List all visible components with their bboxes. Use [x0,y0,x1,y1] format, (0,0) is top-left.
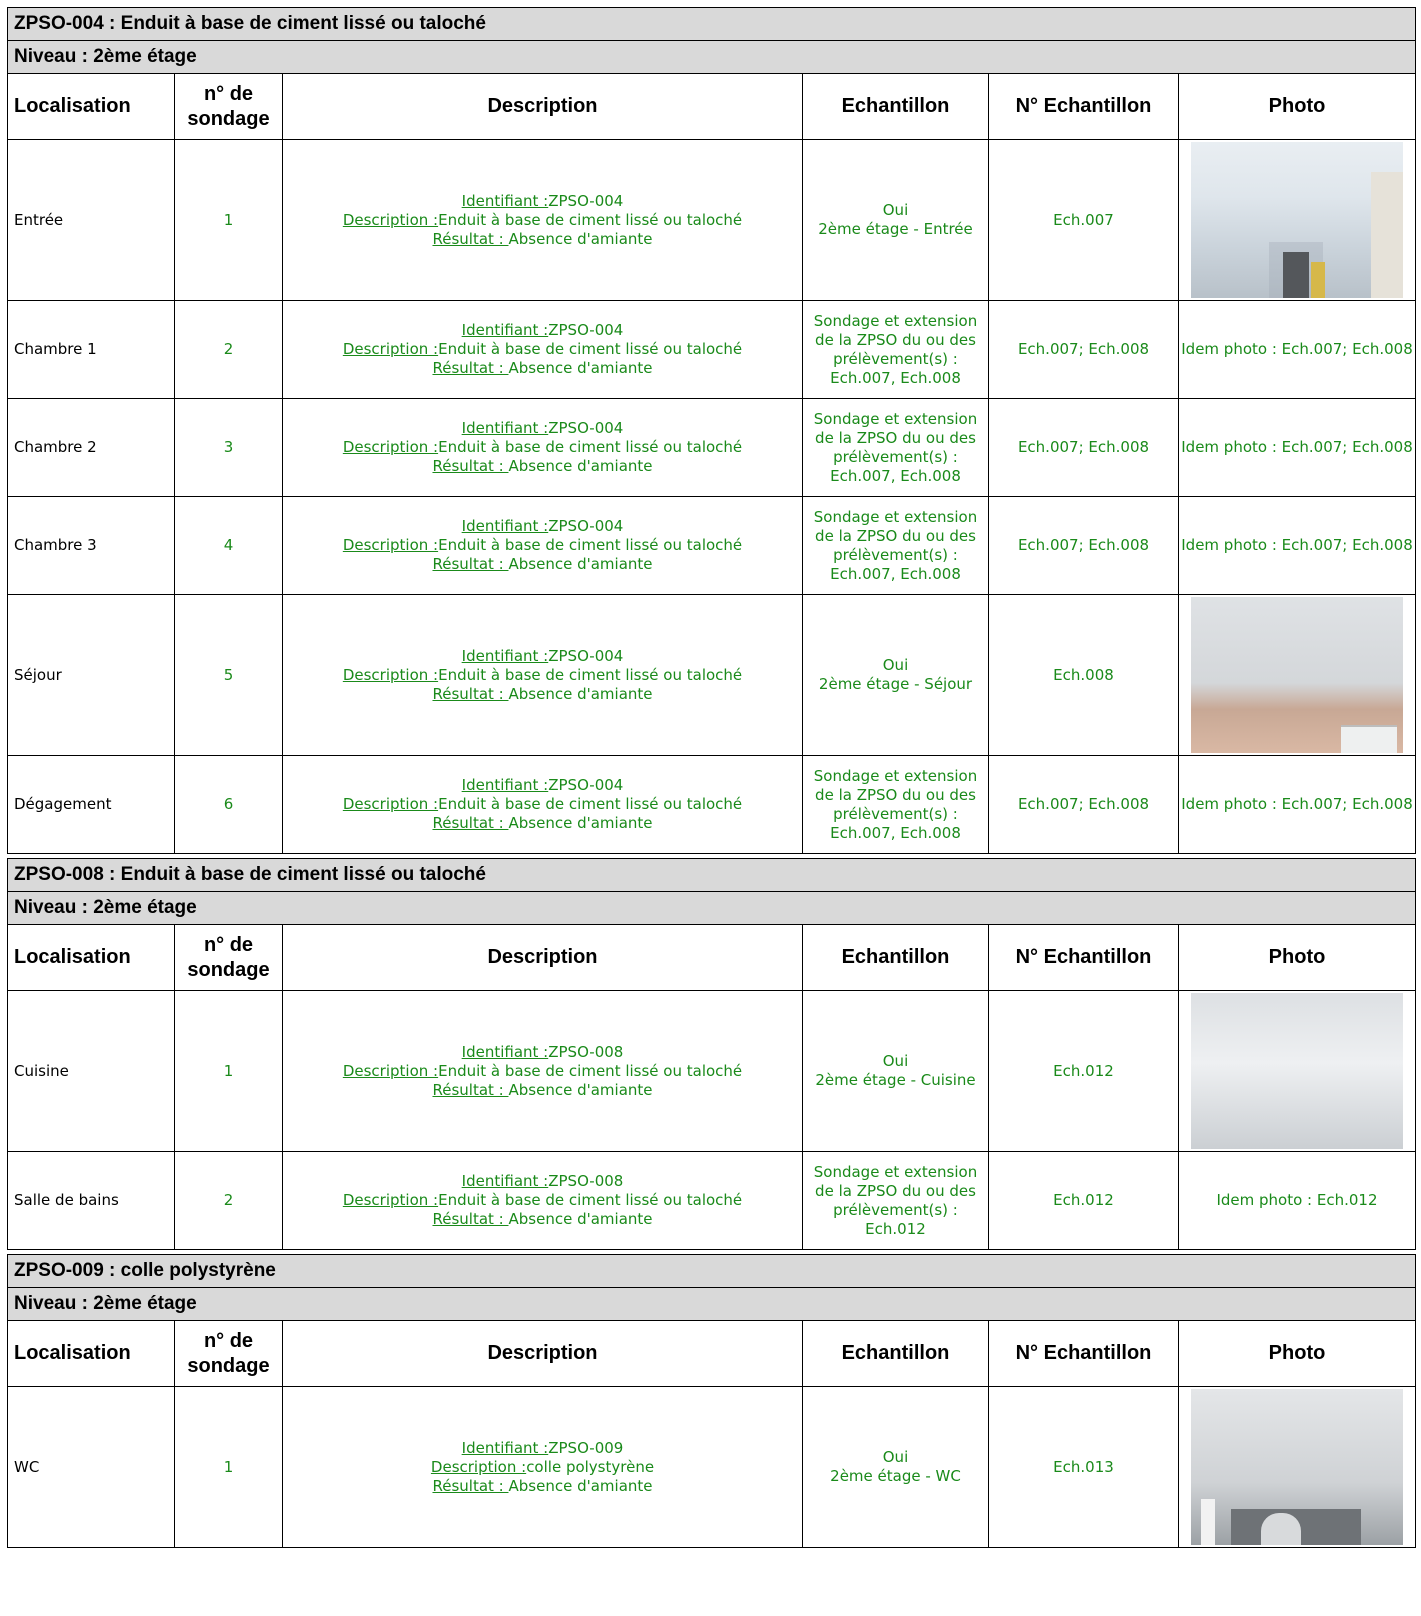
photo-reference-text: Idem photo : Ech.007; Ech.008 [1181,438,1413,456]
identifier-value: ZPSO-004 [548,776,624,794]
zone-table [7,1254,1416,1548]
identifier-value: ZPSO-004 [548,646,624,665]
description-value: Enduit à base de ciment lissé ou taloché [438,210,743,229]
result-label: Résultat : [432,1210,509,1228]
identifier-value: ZPSO-004 [548,321,624,339]
identifier-value: ZPSO-004 [548,419,624,437]
photo-cell [1179,399,1416,497]
column-header: Description [283,925,803,991]
zone-title: ZPSO-008 : Enduit à base de ciment lissé ou taloché [8,859,1416,892]
description-label: Description : [342,1061,439,1080]
column-header: Description [283,74,803,140]
photo-cell [1179,1152,1416,1250]
description-label: Description : [342,340,439,358]
location-cell: Entrée [8,140,175,301]
photo-reference-text: Idem photo : Ech.012 [1216,1191,1378,1209]
column-header: n° de sondage [175,925,283,991]
column-header: Localisation [8,1321,175,1387]
result-label: Résultat : [432,457,509,475]
photo-cell [1179,991,1416,1152]
photo-reference-text: Idem photo : Ech.007; Ech.008 [1181,536,1413,554]
location-cell: Chambre 1 [8,301,175,399]
description-label: Description : [342,210,439,229]
photo-cell [1179,595,1416,756]
result-value: Absence d'amiante [508,229,653,248]
identifier-value: ZPSO-009 [548,1438,624,1457]
identifier-label: Identifiant : [461,191,549,210]
result-label: Résultat : [432,1476,509,1495]
table-row [8,497,1416,595]
zone-level: Niveau : 2ème étage [8,1288,1416,1321]
echantillon-number-cell: Ech.007; Ech.008 [989,301,1179,399]
location-cell: Cuisine [8,991,175,1152]
wc-ceiling-photo [1191,1389,1403,1545]
description-value: Enduit à base de ciment lissé ou taloché [438,1191,743,1209]
location-cell: Dégagement [8,756,175,854]
zone-title: ZPSO-009 : colle polystyrène [8,1255,1416,1288]
column-header: Photo [1179,1321,1416,1387]
column-header: Description [283,1321,803,1387]
echantillon-number-cell: Ech.007; Ech.008 [989,497,1179,595]
echantillon-cell: Oui 2ème étage - Entrée [803,140,989,301]
living-room-photo [1191,597,1403,753]
identifier-label: Identifiant : [461,321,549,339]
echantillon-cell: Sondage et extension de la ZPSO du ou des prélèvement(s) : Ech.007, Ech.008 [803,301,989,399]
description-label: Description : [430,1457,527,1476]
echantillon-cell: Oui 2ème étage - WC [803,1387,989,1548]
photo-cell [1179,756,1416,854]
identifier-label: Identifiant : [461,776,549,794]
description-value: Enduit à base de ciment lissé ou taloché [438,1061,743,1080]
column-header: Echantillon [803,74,989,140]
description-cell [283,497,803,595]
column-header: n° de sondage [175,1321,283,1387]
zone-level: Niveau : 2ème étage [8,892,1416,925]
identifier-label: Identifiant : [461,646,549,665]
identifier-value: ZPSO-004 [548,517,624,535]
column-header: Photo [1179,74,1416,140]
description-cell [283,991,803,1152]
identifier-label: Identifiant : [461,1438,549,1457]
table-row [8,595,1416,756]
column-header: Echantillon [803,925,989,991]
kitchen-ceiling-photo [1191,993,1403,1149]
result-value: Absence d'amiante [508,457,653,475]
sondage-number-cell: 1 [175,991,283,1152]
sondage-number-cell: 6 [175,756,283,854]
hallway-photo [1191,142,1403,298]
description-label: Description : [342,536,439,554]
photo-cell [1179,497,1416,595]
identifier-label: Identifiant : [461,517,549,535]
sondage-number-cell: 3 [175,399,283,497]
zone-title: ZPSO-004 : Enduit à base de ciment lissé ou taloché [8,8,1416,41]
sondage-number-cell: 2 [175,1152,283,1250]
photo-cell [1179,301,1416,399]
sondage-number-cell: 5 [175,595,283,756]
echantillon-number-cell: Ech.013 [989,1387,1179,1548]
echantillon-cell: Sondage et extension de la ZPSO du ou des prélèvement(s) : Ech.012 [803,1152,989,1250]
column-header: Echantillon [803,1321,989,1387]
description-value: Enduit à base de ciment lissé ou taloché [438,438,743,456]
location-cell: Salle de bains [8,1152,175,1250]
table-row [8,991,1416,1152]
description-value: Enduit à base de ciment lissé ou taloché [438,795,743,813]
column-header: N° Echantillon [989,1321,1179,1387]
echantillon-number-cell: Ech.008 [989,595,1179,756]
description-label: Description : [342,438,439,456]
echantillon-cell: Sondage et extension de la ZPSO du ou des prélèvement(s) : Ech.007, Ech.008 [803,497,989,595]
result-label: Résultat : [432,1080,509,1099]
result-value: Absence d'amiante [508,684,653,703]
identifier-label: Identifiant : [461,1172,549,1190]
echantillon-number-cell: Ech.007; Ech.008 [989,756,1179,854]
photo-cell [1179,1387,1416,1548]
description-cell [283,399,803,497]
sondage-number-cell: 1 [175,140,283,301]
location-cell: Chambre 3 [8,497,175,595]
zone-table [7,7,1416,854]
table-row [8,1387,1416,1548]
result-value: Absence d'amiante [508,814,653,832]
column-header: Localisation [8,74,175,140]
location-cell: Chambre 2 [8,399,175,497]
result-value: Absence d'amiante [508,1476,653,1495]
identifier-value: ZPSO-008 [548,1172,624,1190]
column-header: N° Echantillon [989,925,1179,991]
result-label: Résultat : [432,555,509,573]
echantillon-number-cell: Ech.012 [989,991,1179,1152]
column-header: Localisation [8,925,175,991]
column-header: N° Echantillon [989,74,1179,140]
report-document [7,7,1415,1552]
column-header: Photo [1179,925,1416,991]
result-value: Absence d'amiante [508,1210,653,1228]
identifier-value: ZPSO-008 [548,1042,624,1061]
column-header: n° de sondage [175,74,283,140]
identifier-label: Identifiant : [461,419,549,437]
zone-level: Niveau : 2ème étage [8,41,1416,74]
result-value: Absence d'amiante [508,1080,653,1099]
table-row [8,399,1416,497]
description-value: colle polystyrène [526,1457,655,1476]
zone-table [7,858,1416,1250]
echantillon-cell: Sondage et extension de la ZPSO du ou des prélèvement(s) : Ech.007, Ech.008 [803,756,989,854]
description-value: Enduit à base de ciment lissé ou taloché [438,536,743,554]
description-cell [283,595,803,756]
sondage-number-cell: 2 [175,301,283,399]
photo-cell [1179,140,1416,301]
echantillon-cell: Oui 2ème étage - Cuisine [803,991,989,1152]
table-row [8,140,1416,301]
table-row [8,1152,1416,1250]
description-cell [283,756,803,854]
echantillon-cell: Sondage et extension de la ZPSO du ou des prélèvement(s) : Ech.007, Ech.008 [803,399,989,497]
echantillon-number-cell: Ech.012 [989,1152,1179,1250]
description-label: Description : [342,1191,439,1209]
description-cell [283,301,803,399]
echantillon-number-cell: Ech.007 [989,140,1179,301]
result-value: Absence d'amiante [508,555,653,573]
photo-reference-text: Idem photo : Ech.007; Ech.008 [1181,340,1413,358]
result-label: Résultat : [432,684,509,703]
identifier-label: Identifiant : [461,1042,549,1061]
echantillon-cell: Oui 2ème étage - Séjour [803,595,989,756]
description-cell [283,140,803,301]
description-cell [283,1152,803,1250]
sondage-number-cell: 4 [175,497,283,595]
table-row [8,756,1416,854]
description-value: Enduit à base de ciment lissé ou taloché [438,665,743,684]
result-label: Résultat : [432,814,509,832]
sondage-number-cell: 1 [175,1387,283,1548]
description-cell [283,1387,803,1548]
table-row [8,301,1416,399]
result-value: Absence d'amiante [508,359,653,377]
identifier-value: ZPSO-004 [548,191,624,210]
result-label: Résultat : [432,359,509,377]
description-value: Enduit à base de ciment lissé ou taloché [438,340,743,358]
photo-reference-text: Idem photo : Ech.007; Ech.008 [1181,795,1413,813]
echantillon-number-cell: Ech.007; Ech.008 [989,399,1179,497]
description-label: Description : [342,795,439,813]
location-cell: WC [8,1387,175,1548]
description-label: Description : [342,665,439,684]
location-cell: Séjour [8,595,175,756]
result-label: Résultat : [432,229,509,248]
